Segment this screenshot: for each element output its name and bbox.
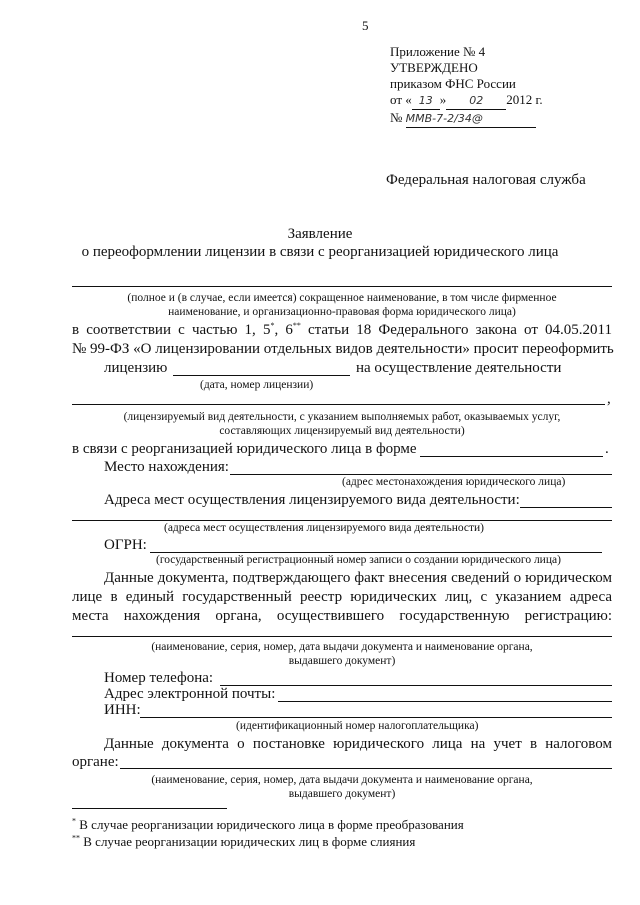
reorg-label: в связи с реорганизацией юридического лица в форме (72, 441, 417, 457)
ogrn-field-line[interactable] (150, 552, 602, 553)
caption-activity: (лицензируемый вид деятельности, с указанием выполняемых работ, оказываемых услуг, составляющих лицензируемый вид деятельности) (123, 411, 561, 437)
name-field-line[interactable] (72, 286, 612, 287)
license-field-line[interactable] (173, 375, 350, 376)
footnote-1: * В случае реорганизации юридического лица в форме преобразования (72, 816, 464, 832)
approval-approved: УТВЕРЖДЕНО (390, 60, 478, 75)
approval-date: от « 13 » 02 2012 г. (390, 92, 543, 110)
approval-day: 13 (412, 93, 440, 110)
approval-month: 02 (446, 93, 506, 110)
caption-location: (адрес местонахождения юридического лица) (342, 476, 566, 488)
para1-line1: в соответствии с частью 1, 5*, 6** статьи 18 Федерального закона от 04.05.2011 (72, 321, 612, 338)
approval-number: № ММВ-7-2/34@ (390, 110, 543, 128)
phone-label: Номер телефона: (104, 670, 214, 686)
form-title: Заявление (287, 226, 353, 242)
page-number: 5 (362, 18, 369, 33)
caption-license: (дата, номер лицензии) (200, 379, 314, 391)
license-label: лицензию (104, 360, 168, 376)
activity-comma: , (607, 391, 611, 407)
form-subtitle: о переоформлении лицензии в связи с реорганизацией юридического лица (81, 244, 559, 260)
email-label: Адрес электронной почты: (104, 686, 276, 702)
inn-field-line[interactable] (140, 717, 612, 718)
caption-doc1: (наименование, серия, номер, дата выдачи документа и наименование органа, выдавшего документ) (151, 641, 533, 667)
reorg-end: . (605, 441, 609, 457)
addresses-field-line-2[interactable] (72, 520, 612, 521)
reorg-field-line[interactable] (420, 456, 603, 457)
phone-field-line[interactable] (220, 685, 612, 686)
ogrn-label: ОГРН: (104, 537, 147, 553)
tax-line1: Данные документа о постановке юридического лица на учет в налоговом (104, 736, 612, 752)
authority: Федеральная налоговая служба (386, 172, 586, 188)
footnote-2: ** В случае реорганизации юридических лиц в форме слияния (72, 833, 416, 849)
approval-order: приказом ФНС России (390, 76, 516, 91)
tax-field-line[interactable] (120, 768, 612, 769)
approval-appendix: Приложение № 4 (390, 44, 486, 59)
doc-line3: места нахождения органа, осуществившего государственную регистрацию: (72, 608, 612, 624)
caption-name: (полное и (в случае, если имеется) сокращенное наименование, в том числе фирменное наименование, и организационно-правовая форма юридического лица) (127, 292, 557, 318)
addresses-label: Адреса мест осуществления лицензируемого вида деятельности: (104, 492, 520, 508)
addresses-field-line-1[interactable] (520, 507, 612, 508)
approval-block (390, 44, 543, 128)
license-suffix: на осуществление деятельности (356, 360, 562, 376)
tax-line2: органе: (72, 754, 119, 770)
approval-number-value: ММВ-7-2/34@ (406, 111, 536, 128)
caption-ogrn: (государственный регистрационный номер записи о создании юридического лица) (156, 554, 561, 566)
location-field-line[interactable] (230, 474, 612, 475)
footnote-separator (72, 808, 227, 809)
inn-label: ИНН: (104, 702, 141, 718)
email-field-line[interactable] (278, 701, 612, 702)
caption-doc2: (наименование, серия, номер, дата выдачи документа и наименование органа, выдавшего документ) (151, 774, 533, 800)
caption-inn: (идентификационный номер налогоплательщика) (236, 720, 479, 732)
caption-addresses: (адреса мест осуществления лицензируемого вида деятельности) (164, 522, 484, 534)
doc-line2: лице в единый государственный реестр юридических лиц, с указанием адреса (72, 589, 612, 605)
para1-line2: № 99-ФЗ «О лицензировании отдельных видов деятельности» просит переоформить (72, 341, 614, 357)
activity-field-line[interactable] (72, 404, 605, 405)
doc-field-line[interactable] (72, 636, 612, 637)
location-label: Место нахождения: (104, 459, 229, 475)
doc-line1: Данные документа, подтверждающего факт внесения сведений о юридическом (104, 570, 612, 586)
